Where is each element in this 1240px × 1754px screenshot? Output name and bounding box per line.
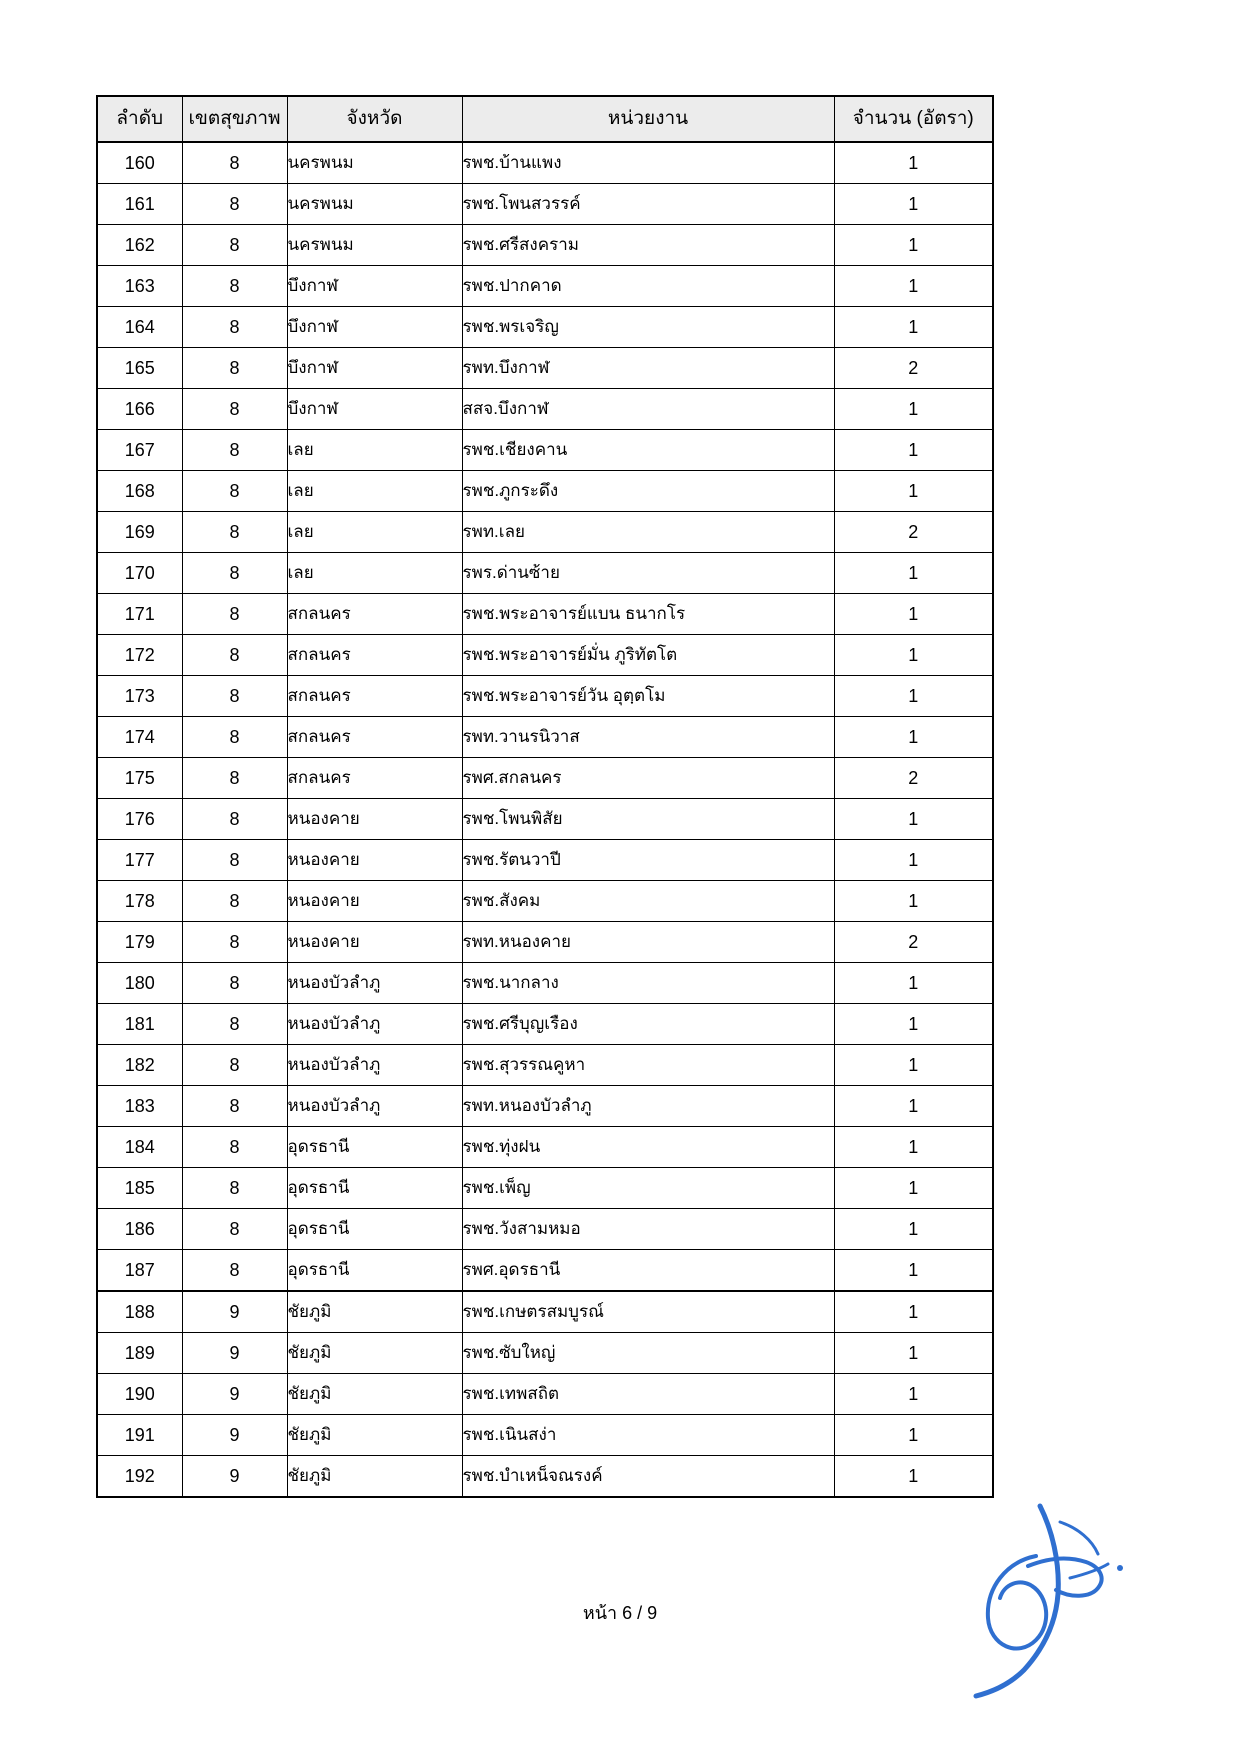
table-row: [97, 922, 993, 963]
cell-unit: รพช.วังสามหมอ: [462, 1209, 834, 1250]
cell-province: หนองบัวลำภู: [287, 963, 462, 1004]
cell-seq: 170: [97, 553, 182, 594]
allocation-table: [96, 95, 994, 1498]
cell-zone: 9: [182, 1415, 287, 1456]
cell-quantity: 1: [834, 266, 993, 307]
cell-unit: รพช.โพนพิสัย: [462, 799, 834, 840]
table-row: [97, 717, 993, 758]
cell-zone: 9: [182, 1456, 287, 1498]
cell-unit: รพช.ทุ่งฝน: [462, 1127, 834, 1168]
cell-zone: 8: [182, 676, 287, 717]
cell-province: หนองคาย: [287, 799, 462, 840]
cell-seq: 171: [97, 594, 182, 635]
cell-zone: 9: [182, 1374, 287, 1415]
cell-unit: รพช.สุวรรณคูหา: [462, 1045, 834, 1086]
table-row: [97, 266, 993, 307]
cell-seq: 188: [97, 1291, 182, 1333]
cell-zone: 8: [182, 717, 287, 758]
cell-province: นครพนม: [287, 184, 462, 225]
table-row: [97, 1374, 993, 1415]
cell-province: นครพนม: [287, 225, 462, 266]
cell-unit: รพช.เกษตรสมบูรณ์: [462, 1291, 834, 1333]
cell-unit: รพช.เชียงคาน: [462, 430, 834, 471]
cell-unit: รพท.หนองคาย: [462, 922, 834, 963]
cell-quantity: 1: [834, 594, 993, 635]
cell-unit: รพช.เทพสถิต: [462, 1374, 834, 1415]
cell-province: ชัยภูมิ: [287, 1415, 462, 1456]
table-row: [97, 758, 993, 799]
cell-zone: 8: [182, 881, 287, 922]
table-row: [97, 963, 993, 1004]
cell-zone: 8: [182, 1127, 287, 1168]
cell-quantity: 1: [834, 635, 993, 676]
cell-province: เลย: [287, 512, 462, 553]
cell-province: อุดรธานี: [287, 1209, 462, 1250]
cell-province: สกลนคร: [287, 594, 462, 635]
cell-province: บึงกาฬ: [287, 266, 462, 307]
cell-province: บึงกาฬ: [287, 348, 462, 389]
table-row: [97, 635, 993, 676]
column-header-province: จังหวัด: [287, 96, 462, 142]
column-header-zone: เขตสุขภาพ: [182, 96, 287, 142]
column-header-unit: หน่วยงาน: [462, 96, 834, 142]
cell-province: หนองบัวลำภู: [287, 1045, 462, 1086]
cell-zone: 8: [182, 635, 287, 676]
cell-seq: 175: [97, 758, 182, 799]
cell-unit: สสจ.บึงกาฬ: [462, 389, 834, 430]
cell-unit: รพช.พรเจริญ: [462, 307, 834, 348]
cell-quantity: 1: [834, 553, 993, 594]
table-row: [97, 1004, 993, 1045]
cell-quantity: 1: [834, 307, 993, 348]
cell-zone: 8: [182, 266, 287, 307]
cell-zone: 8: [182, 1004, 287, 1045]
cell-province: บึงกาฬ: [287, 389, 462, 430]
table-row: [97, 142, 993, 184]
cell-quantity: 1: [834, 1374, 993, 1415]
page-footer: [0, 1598, 1240, 1627]
cell-province: เลย: [287, 553, 462, 594]
cell-zone: 8: [182, 430, 287, 471]
cell-seq: 173: [97, 676, 182, 717]
cell-quantity: 1: [834, 963, 993, 1004]
table-row: [97, 676, 993, 717]
cell-quantity: 1: [834, 184, 993, 225]
cell-quantity: 1: [834, 389, 993, 430]
cell-quantity: 1: [834, 799, 993, 840]
cell-quantity: 2: [834, 922, 993, 963]
cell-province: อุดรธานี: [287, 1250, 462, 1292]
cell-seq: 172: [97, 635, 182, 676]
cell-unit: รพช.รัตนวาปี: [462, 840, 834, 881]
page-number-text: หน้า 6 / 9: [582, 1603, 658, 1623]
cell-quantity: 2: [834, 512, 993, 553]
cell-province: หนองบัวลำภู: [287, 1004, 462, 1045]
cell-unit: รพช.พระอาจารย์วัน อุตฺตโม: [462, 676, 834, 717]
cell-province: อุดรธานี: [287, 1127, 462, 1168]
cell-zone: 8: [182, 1168, 287, 1209]
cell-zone: 8: [182, 307, 287, 348]
cell-seq: 185: [97, 1168, 182, 1209]
cell-unit: รพช.บ้านแพง: [462, 142, 834, 184]
cell-unit: รพช.พระอาจารย์แบน ธนากโร: [462, 594, 834, 635]
cell-province: หนองคาย: [287, 840, 462, 881]
cell-province: สกลนคร: [287, 758, 462, 799]
cell-quantity: 1: [834, 142, 993, 184]
cell-unit: รพช.ภูกระดึง: [462, 471, 834, 512]
cell-seq: 192: [97, 1456, 182, 1498]
table-row: [97, 348, 993, 389]
cell-zone: 8: [182, 799, 287, 840]
cell-province: ชัยภูมิ: [287, 1333, 462, 1374]
cell-province: เลย: [287, 430, 462, 471]
cell-unit: รพท.วานรนิวาส: [462, 717, 834, 758]
cell-zone: 8: [182, 471, 287, 512]
cell-zone: 8: [182, 225, 287, 266]
cell-zone: 8: [182, 389, 287, 430]
cell-province: ชัยภูมิ: [287, 1291, 462, 1333]
cell-seq: 180: [97, 963, 182, 1004]
table-row: [97, 512, 993, 553]
cell-quantity: 1: [834, 471, 993, 512]
cell-seq: 167: [97, 430, 182, 471]
cell-province: ชัยภูมิ: [287, 1456, 462, 1498]
column-header-quantity: จำนวน (อัตรา): [834, 96, 993, 142]
cell-zone: 9: [182, 1291, 287, 1333]
cell-quantity: 1: [834, 840, 993, 881]
cell-province: อุดรธานี: [287, 1168, 462, 1209]
cell-unit: รพช.ปากคาด: [462, 266, 834, 307]
cell-quantity: 1: [834, 1456, 993, 1498]
cell-unit: รพช.ศรีสงคราม: [462, 225, 834, 266]
table-header-row: [97, 96, 993, 142]
cell-quantity: 1: [834, 1333, 993, 1374]
cell-seq: 165: [97, 348, 182, 389]
table-row: [97, 594, 993, 635]
cell-unit: รพช.โพนสวรรค์: [462, 184, 834, 225]
table-row: [97, 184, 993, 225]
cell-seq: 177: [97, 840, 182, 881]
table-row: [97, 471, 993, 512]
cell-quantity: 1: [834, 1291, 993, 1333]
cell-seq: 183: [97, 1086, 182, 1127]
table-row: [97, 881, 993, 922]
table-row: [97, 1250, 993, 1292]
cell-seq: 179: [97, 922, 182, 963]
table-row: [97, 1209, 993, 1250]
cell-quantity: 1: [834, 676, 993, 717]
cell-seq: 186: [97, 1209, 182, 1250]
cell-zone: 8: [182, 1209, 287, 1250]
column-header-seq: ลำดับ: [97, 96, 182, 142]
table-row: [97, 1045, 993, 1086]
cell-quantity: 1: [834, 430, 993, 471]
cell-seq: 166: [97, 389, 182, 430]
cell-quantity: 1: [834, 1127, 993, 1168]
cell-zone: 9: [182, 1333, 287, 1374]
cell-seq: 189: [97, 1333, 182, 1374]
cell-province: หนองคาย: [287, 881, 462, 922]
cell-zone: 8: [182, 758, 287, 799]
table-row: [97, 1168, 993, 1209]
table-row: [97, 389, 993, 430]
cell-zone: 8: [182, 184, 287, 225]
cell-seq: 191: [97, 1415, 182, 1456]
cell-zone: 8: [182, 840, 287, 881]
cell-province: หนองบัวลำภู: [287, 1086, 462, 1127]
cell-unit: รพช.เนินสง่า: [462, 1415, 834, 1456]
allocation-table-container: [96, 95, 992, 1498]
cell-seq: 178: [97, 881, 182, 922]
cell-quantity: 1: [834, 1250, 993, 1292]
cell-quantity: 1: [834, 1004, 993, 1045]
cell-quantity: 1: [834, 881, 993, 922]
cell-province: เลย: [287, 471, 462, 512]
cell-seq: 163: [97, 266, 182, 307]
cell-seq: 169: [97, 512, 182, 553]
cell-unit: รพท.บึงกาฬ: [462, 348, 834, 389]
cell-zone: 8: [182, 922, 287, 963]
signature-mark: [940, 1470, 1130, 1700]
cell-quantity: 1: [834, 1045, 993, 1086]
cell-quantity: 2: [834, 348, 993, 389]
cell-unit: รพช.เพ็ญ: [462, 1168, 834, 1209]
cell-seq: 182: [97, 1045, 182, 1086]
table-row: [97, 1291, 993, 1333]
cell-unit: รพร.ด่านซ้าย: [462, 553, 834, 594]
table-row: [97, 307, 993, 348]
cell-unit: รพช.สังคม: [462, 881, 834, 922]
cell-unit: รพช.นากลาง: [462, 963, 834, 1004]
cell-unit: รพศ.อุดรธานี: [462, 1250, 834, 1292]
cell-zone: 8: [182, 1045, 287, 1086]
cell-quantity: 1: [834, 1415, 993, 1456]
cell-seq: 162: [97, 225, 182, 266]
table-row: [97, 1333, 993, 1374]
cell-seq: 168: [97, 471, 182, 512]
cell-unit: รพช.บำเหน็จณรงค์: [462, 1456, 834, 1498]
table-row: [97, 840, 993, 881]
cell-province: ชัยภูมิ: [287, 1374, 462, 1415]
cell-unit: รพช.ซับใหญ่: [462, 1333, 834, 1374]
cell-seq: 164: [97, 307, 182, 348]
cell-seq: 176: [97, 799, 182, 840]
cell-quantity: 2: [834, 758, 993, 799]
cell-quantity: 1: [834, 1086, 993, 1127]
table-body: [97, 142, 993, 1497]
cell-unit: รพศ.สกลนคร: [462, 758, 834, 799]
cell-zone: 8: [182, 553, 287, 594]
cell-seq: 161: [97, 184, 182, 225]
cell-seq: 160: [97, 142, 182, 184]
cell-quantity: 1: [834, 717, 993, 758]
cell-province: สกลนคร: [287, 717, 462, 758]
cell-zone: 8: [182, 963, 287, 1004]
cell-zone: 8: [182, 512, 287, 553]
cell-unit: รพช.ศรีบุญเรือง: [462, 1004, 834, 1045]
table-row: [97, 799, 993, 840]
cell-province: บึงกาฬ: [287, 307, 462, 348]
cell-zone: 8: [182, 594, 287, 635]
cell-quantity: 1: [834, 1209, 993, 1250]
table-row: [97, 553, 993, 594]
cell-province: สกลนคร: [287, 635, 462, 676]
cell-unit: รพท.เลย: [462, 512, 834, 553]
cell-province: นครพนม: [287, 142, 462, 184]
cell-seq: 181: [97, 1004, 182, 1045]
cell-unit: รพท.หนองบัวลำภู: [462, 1086, 834, 1127]
table-row: [97, 225, 993, 266]
cell-seq: 184: [97, 1127, 182, 1168]
table-row: [97, 1456, 993, 1498]
cell-zone: 8: [182, 348, 287, 389]
table-row: [97, 1127, 993, 1168]
table-row: [97, 1086, 993, 1127]
cell-unit: รพช.พระอาจารย์มั่น ภูริทัตโต: [462, 635, 834, 676]
cell-zone: 8: [182, 1250, 287, 1292]
cell-province: หนองคาย: [287, 922, 462, 963]
cell-seq: 187: [97, 1250, 182, 1292]
cell-zone: 8: [182, 1086, 287, 1127]
table-header: [97, 96, 993, 142]
cell-zone: 8: [182, 142, 287, 184]
cell-province: สกลนคร: [287, 676, 462, 717]
cell-seq: 190: [97, 1374, 182, 1415]
table-row: [97, 1415, 993, 1456]
cell-seq: 174: [97, 717, 182, 758]
cell-quantity: 1: [834, 225, 993, 266]
cell-quantity: 1: [834, 1168, 993, 1209]
table-row: [97, 430, 993, 471]
